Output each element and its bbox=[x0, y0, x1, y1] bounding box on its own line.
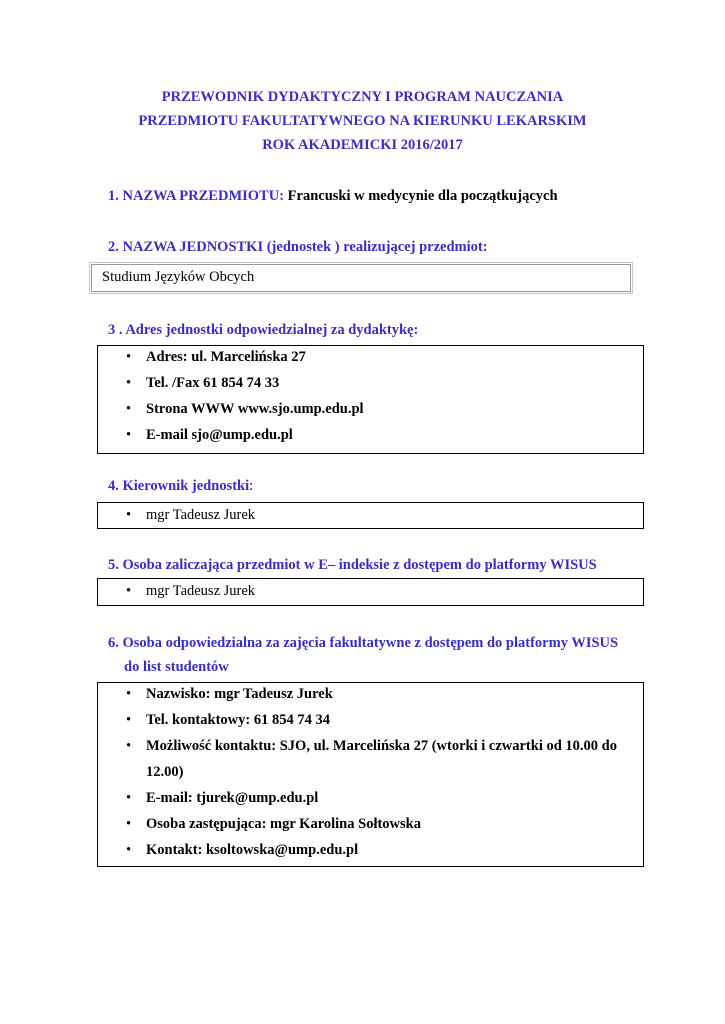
list-item: • Tel. kontaktowy: 61 854 74 34 bbox=[126, 712, 330, 728]
doc-title-line-1: PRZEWODNIK DYDAKTYCZNY I PROGRAM NAUCZANIA bbox=[161, 89, 564, 105]
section-1-heading bbox=[108, 187, 558, 205]
section-1-label: 1. NAZWA PRZEDMIOTU: bbox=[108, 188, 285, 204]
section-6-box bbox=[97, 682, 644, 867]
section-2-heading: 2. NAZWA JEDNOSTKI (jednostek ) realizującej przedmiot: bbox=[108, 239, 488, 255]
doc-title-line-2: PRZEDMIOTU FAKULTATYWNEGO NA KIERUNKU LEKARSKIM bbox=[138, 113, 587, 129]
list-item: • E-mail sjo@ump.edu.pl bbox=[126, 427, 293, 443]
section-2-box bbox=[91, 264, 631, 292]
section-5-list bbox=[122, 578, 255, 604]
list-item: • Adres: ul. Marcelińska 27 bbox=[126, 349, 306, 365]
section-3-list bbox=[122, 344, 364, 448]
section-3-box bbox=[97, 345, 644, 454]
list-item: • Nazwisko: mgr Tadeusz Jurek bbox=[126, 686, 333, 702]
list-item: • mgr Tadeusz Jurek bbox=[126, 507, 256, 523]
list-item: • Kontakt: ksoltowska@ump.edu.pl bbox=[126, 842, 359, 858]
section-5-heading: 5. Osoba zaliczająca przedmiot w E– indeksie z dostępem do platformy WISUS bbox=[108, 557, 597, 573]
list-item: • Tel. /Fax 61 854 74 33 bbox=[126, 375, 280, 391]
section-4-list bbox=[122, 502, 255, 528]
list-item-continuation: 12.00) bbox=[146, 764, 184, 780]
section-6-heading-line-1: 6. Osoba odpowiedzialna za zajęcia fakultatywne z dostępem do platformy WISUS bbox=[108, 635, 619, 651]
section-4-heading bbox=[108, 477, 253, 495]
doc-title-line-3: ROK AKADEMICKI 2016/2017 bbox=[262, 137, 463, 153]
section-4-label: 4. Kierownik jednostki bbox=[108, 478, 250, 494]
section-1-value: Francuski w medycynie dla początkujących bbox=[287, 188, 558, 204]
section-3-heading: 3 . Adres jednostki odpowiedzialnej za dydaktykę: bbox=[108, 322, 419, 338]
section-4-colon: : bbox=[249, 478, 254, 494]
section-5-box bbox=[97, 578, 644, 606]
list-item: • mgr Tadeusz Jurek bbox=[126, 583, 256, 599]
list-item: • Osoba zastępująca: mgr Karolina Sołtowska bbox=[126, 816, 421, 832]
section-6-list bbox=[122, 681, 617, 863]
section-6-heading-line-2: do list studentów bbox=[124, 659, 229, 675]
list-item: • Możliwość kontaktu: SJO, ul. Marcelińska 27 (wtorki i czwartki od 10.00 do bbox=[126, 738, 617, 754]
section-2-value: Studium Języków Obcych bbox=[102, 269, 255, 285]
list-item: • Strona WWW www.sjo.ump.edu.pl bbox=[126, 401, 364, 417]
list-item: • E-mail: tjurek@ump.edu.pl bbox=[126, 790, 319, 806]
section-4-box bbox=[97, 502, 644, 529]
